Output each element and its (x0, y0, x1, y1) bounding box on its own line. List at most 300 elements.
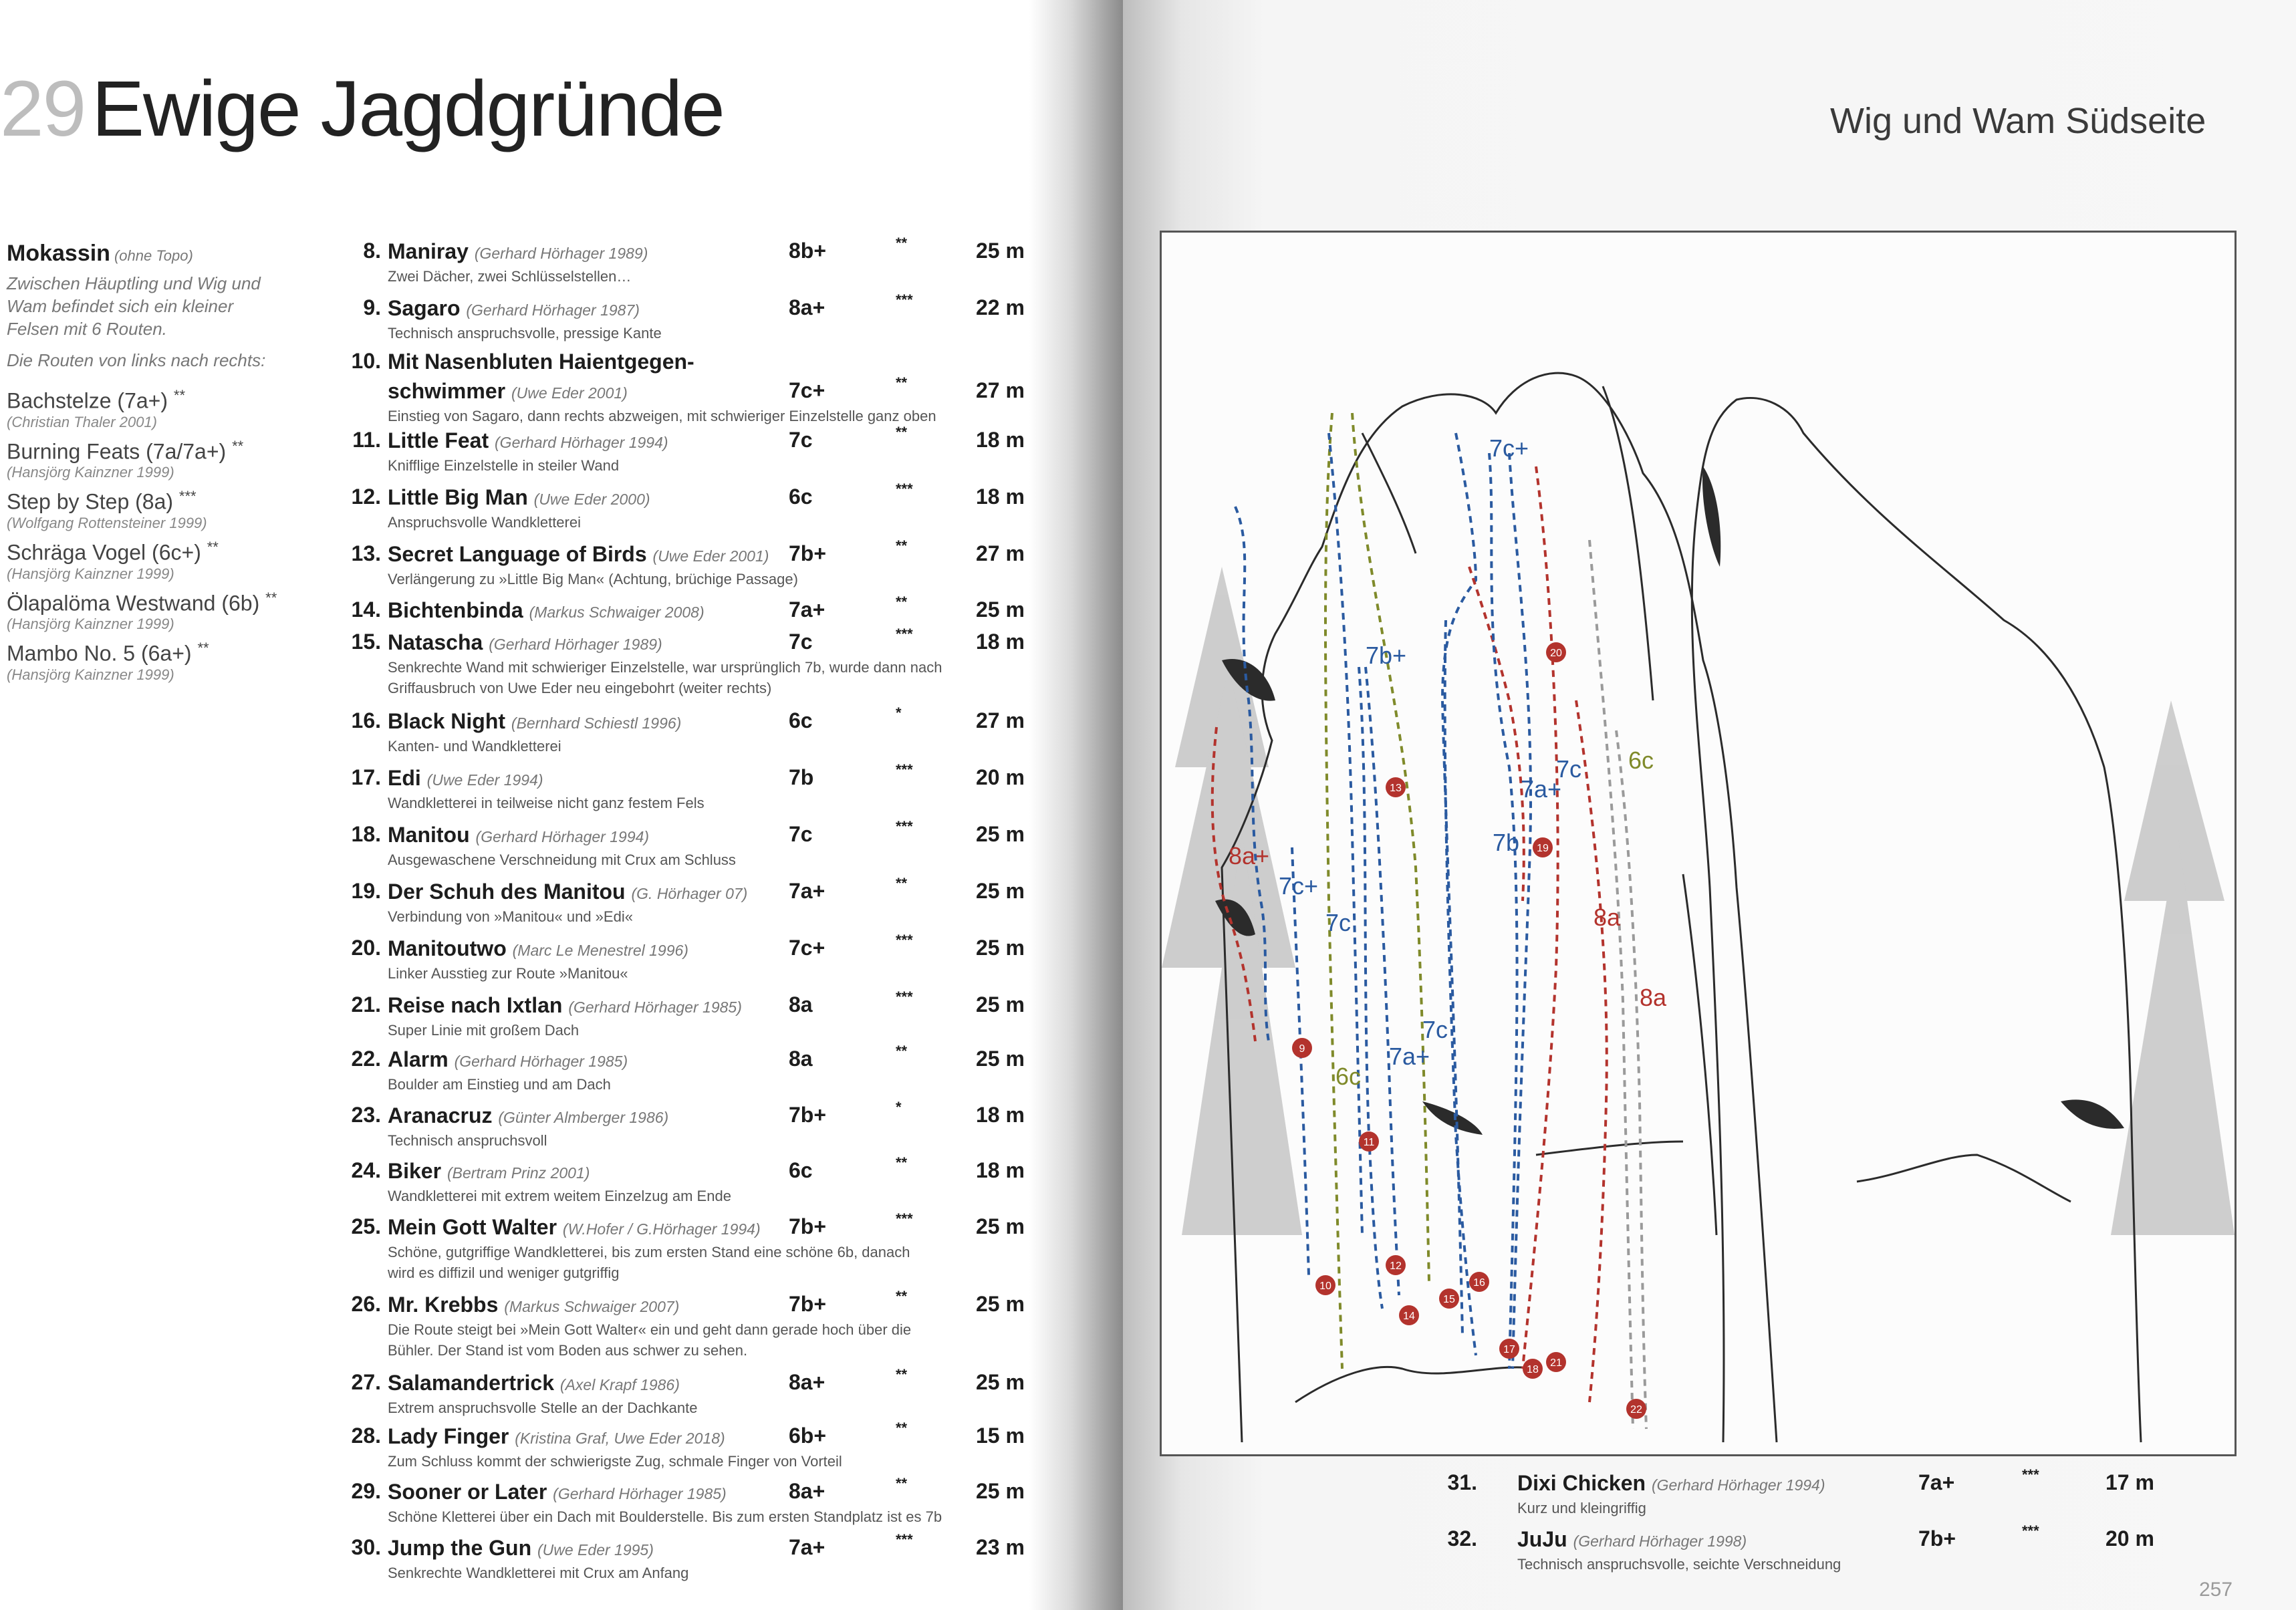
chapter-number: 29 (0, 65, 86, 153)
route-length: 25 m (976, 936, 1025, 960)
route-stars: *** (896, 818, 913, 835)
route-line-red-8a-right (1576, 700, 1607, 1402)
route-name-line1: Mit Nasenbluten Haientgegen- (388, 350, 694, 374)
route-number: 22. (351, 1047, 381, 1071)
route-description: Super Linie mit großem Dach (388, 1022, 580, 1039)
route-length: 18 m (976, 1103, 1025, 1127)
sidebar-route-author: (Wolfgang Rottensteiner 1999) (7, 514, 207, 531)
route-name-text: Bichtenbinda (388, 598, 523, 622)
route-marker (1626, 1399, 1646, 1419)
route-marker (1439, 1289, 1459, 1309)
route-markers (1292, 642, 1646, 1419)
route-stars: ** (896, 537, 908, 554)
route-marker (1546, 642, 1566, 662)
route-number: 31. (1447, 1470, 1477, 1494)
route-length: 17 m (2106, 1470, 2154, 1494)
route-author: (Kristina Graf, Uwe Eder 2018) (515, 1430, 725, 1447)
sidebar-route-author: (Christian Thaler 2001) (7, 413, 157, 430)
grade-label: 7c (1556, 755, 1582, 783)
route-number: 10. (351, 349, 381, 373)
route-grade: 7a+ (789, 1535, 825, 1559)
route-length: 27 m (976, 541, 1025, 565)
route-length: 25 m (976, 597, 1025, 622)
route-number: 32. (1447, 1526, 1477, 1551)
route-number: 23. (351, 1103, 381, 1127)
route-author: (Gerhard Hörhager 1987) (466, 301, 640, 319)
route-stars: ** (896, 593, 908, 610)
route-name (388, 597, 705, 625)
route-name (388, 1292, 679, 1319)
route-name (388, 1370, 680, 1397)
route-grade: 8a (789, 992, 813, 1017)
route-name-text: Mr. Krebbs (388, 1293, 499, 1317)
route-author: (Bernhard Schiestl 1996) (511, 714, 682, 732)
route-marker-number: 19 (1537, 843, 1549, 854)
route-name-text: Alarm (388, 1047, 449, 1071)
route-grade: 7b+ (789, 541, 827, 565)
route-length: 20 m (976, 765, 1025, 789)
route-grade: 6b+ (789, 1424, 827, 1448)
route-author: (Uwe Eder 2001) (511, 384, 628, 402)
route-author: (Markus Schwaiger 2008) (529, 603, 705, 621)
route-description: Extrem anspruchsvolle Stelle an der Dachkante (388, 1399, 698, 1416)
route-stars: ** (896, 374, 908, 391)
route-name (388, 1424, 725, 1451)
sidebar-route-name (7, 636, 287, 666)
route-stars: *** (896, 1210, 913, 1227)
route-name-text: Reise nach Ixtlan (388, 993, 563, 1017)
route-name (388, 541, 769, 569)
route-description: Ausgewaschene Verschneidung mit Crux am Schluss (388, 851, 736, 868)
sidebar-route-stars: ** (173, 387, 186, 404)
route-name-text: Manitou (388, 823, 470, 847)
route-number: 24. (351, 1158, 381, 1182)
route-marker (1386, 777, 1406, 797)
route-stars: ** (896, 875, 908, 892)
route-number: 21. (351, 992, 381, 1017)
chapter-heading (0, 63, 724, 154)
route-author: (Uwe Eder 1995) (537, 1541, 654, 1559)
route-number: 26. (351, 1292, 381, 1316)
route-description: Technisch anspruchsvolle, pressige Kante (388, 325, 662, 342)
route-name-text: Sagaro (388, 296, 461, 320)
sidebar-route-name (7, 585, 287, 616)
sidebar-route-name (7, 383, 287, 414)
route-description: wird es diffizil und weniger gutgriffig (388, 1264, 620, 1281)
route-line-grey-1 (1589, 540, 1633, 1429)
route-number: 28. (351, 1424, 381, 1448)
route-stars: ** (896, 424, 908, 440)
route-marker-number: 18 (1527, 1364, 1539, 1375)
route-line-blue-7a-plus (1359, 667, 1382, 1309)
grade-label: 7a+ (1389, 1043, 1430, 1070)
route-stars: ** (896, 1475, 908, 1492)
route-author: (Gerhard Hörhager 1989) (489, 636, 662, 653)
route-number: 25. (351, 1214, 381, 1238)
route-name (388, 708, 681, 736)
topo-svg (1162, 233, 2235, 1454)
route-description: Griffausbruch von Uwe Eder neu eingebohrt (weiter rechts) (388, 680, 772, 696)
route-line-blue-7a-plus-right (1489, 453, 1520, 1369)
route-marker-number: 11 (1363, 1137, 1375, 1148)
route-description: Anspruchsvolle Wandkletterei (388, 514, 581, 531)
route-grade: 7b (789, 765, 814, 789)
route-author: (Gerhard Hörhager 1994) (475, 828, 650, 845)
route-grade: 7a+ (789, 879, 825, 903)
route-line-blue-7c-mid (1363, 667, 1399, 1295)
grade-label: 6c (1335, 1063, 1362, 1090)
route-name-text: Der Schuh des Manitou (388, 880, 626, 904)
route-author: (Gerhard Hörhager 1998) (1573, 1532, 1747, 1550)
route-length: 23 m (976, 1535, 1025, 1559)
route-length: 22 m (976, 295, 1025, 319)
route-length: 18 m (976, 485, 1025, 509)
route-number: 15. (351, 630, 381, 654)
route-grade: 7a+ (789, 597, 825, 622)
route-marker (1386, 1255, 1406, 1275)
route-grade: 7a+ (1918, 1470, 1955, 1494)
sidebar-route-author: (Hansjörg Kainzner 1999) (7, 616, 174, 633)
route-number: 20. (351, 936, 381, 960)
route-name (388, 295, 640, 323)
route-name-text: Lady Finger (388, 1424, 509, 1448)
route-name (1517, 1526, 1747, 1554)
route-number: 12. (351, 485, 381, 509)
route-stars: ** (896, 1288, 908, 1305)
route-number: 11. (352, 428, 381, 452)
route-name (388, 1047, 628, 1074)
route-description: Bühler. Der Stand ist vom Boden aus schwer zu sehen. (388, 1342, 748, 1359)
grade-label: 7b (1493, 829, 1520, 856)
route-name (388, 485, 650, 512)
page-number: 257 (2199, 1579, 2233, 1601)
route-description: Zwei Dächer, zwei Schlüsselstellen… (388, 268, 632, 285)
route-grade: 8a+ (789, 295, 825, 319)
route-name (388, 428, 668, 455)
route-length: 15 m (976, 1424, 1025, 1448)
route-stars: ** (896, 1366, 908, 1383)
route-grade: 8a+ (789, 1370, 825, 1394)
route-grade: 8a+ (789, 1479, 825, 1503)
sidebar-route-stars: ** (207, 538, 219, 555)
sidebar-route-author: (Hansjörg Kainzner 1999) (7, 666, 174, 683)
route-number: 17. (351, 765, 381, 789)
route-marker (1399, 1305, 1419, 1325)
route-author: (Uwe Eder 1994) (426, 771, 543, 789)
route-length: 25 m (976, 1047, 1025, 1071)
route-marker (1499, 1339, 1519, 1359)
route-author: (Uwe Eder 2000) (533, 491, 650, 508)
route-number: 27. (351, 1370, 381, 1394)
route-name-text: Salamandertrick (388, 1371, 555, 1395)
route-grade: 6c (789, 708, 813, 732)
route-description: Technisch anspruchsvoll (388, 1132, 547, 1149)
route-length: 20 m (2106, 1526, 2154, 1551)
route-author: (Günter Almberger 1986) (498, 1109, 669, 1126)
grade-label: 7b+ (1366, 642, 1407, 669)
grade-label: 8a (1593, 904, 1621, 931)
section-subtitle: Wig und Wam Südseite (1830, 101, 2206, 141)
rock-outline (1222, 373, 2141, 1442)
grade-label: 7c (1325, 909, 1352, 936)
route-length: 27 m (976, 708, 1025, 732)
route-marker (1523, 1359, 1543, 1379)
route-name-text: Aranacruz (388, 1103, 493, 1127)
sidebar-route-list (7, 383, 287, 684)
route-number: 29. (351, 1479, 381, 1503)
sidebar-title (7, 241, 287, 267)
route-stars: *** (896, 291, 913, 308)
route-name-text: Edi (388, 766, 421, 790)
sidebar-route-name-text: Ölapalöma Westwand (6b) (7, 591, 260, 616)
route-number: 9. (363, 295, 381, 319)
route-number: 8. (363, 239, 381, 263)
grade-label: 7a+ (1521, 775, 1562, 803)
sidebar-route-stars: ** (265, 589, 277, 606)
route-marker-number: 9 (1299, 1043, 1305, 1055)
sidebar-description: Zwischen Häuptling und Wig und Wam befindet sich ein kleiner Felsen mit 6 Routen. (7, 273, 261, 339)
route-marker (1533, 837, 1553, 857)
route-description: Knifflige Einzelstelle in steiler Wand (388, 457, 620, 474)
route-stars: * (896, 1099, 902, 1115)
route-author: (Gerhard Hörhager 1985) (568, 998, 742, 1016)
route-description: Einstieg von Sagaro, dann rechts abzweigen, mit schwieriger Einzelstelle ganz oben (388, 408, 936, 424)
rock-shadows (1215, 466, 2124, 1135)
route-grade: 7b+ (789, 1292, 827, 1316)
topo-drawing (1160, 231, 2237, 1456)
sidebar-title-text: Mokassin (7, 241, 110, 266)
route-stars: *** (896, 626, 913, 642)
route-description: Verbindung von »Manitou« und »Edi« (388, 908, 633, 925)
route-number: 19. (351, 879, 381, 903)
route-description: Wandkletterei mit extrem weitem Einzelzug am Ende (388, 1188, 731, 1204)
route-author: (Gerhard Hörhager 1985) (454, 1053, 628, 1070)
sidebar-route-name (7, 484, 287, 515)
route-grade: 6c (789, 1158, 813, 1182)
sidebar-route-name-text: Step by Step (8a) (7, 489, 174, 514)
grade-label: 7c+ (1279, 872, 1319, 900)
route-name-text: Little Feat (388, 428, 489, 452)
route-name (1517, 1470, 1825, 1498)
route-name (388, 936, 688, 963)
route-stars: ** (896, 235, 908, 251)
route-marker (1292, 1038, 1312, 1058)
route-grade: 7c (789, 428, 813, 452)
grade-label: 8a (1640, 984, 1667, 1011)
route-stars: *** (896, 932, 913, 948)
route-marker-number: 13 (1390, 783, 1402, 794)
route-length: 25 m (976, 1370, 1025, 1394)
route-length: 18 m (976, 1158, 1025, 1182)
sidebar-route-stars: *** (178, 488, 197, 505)
route-name-text: Mein Gott Walter (388, 1215, 557, 1239)
route-number: 13. (351, 541, 381, 565)
grade-label: 6c (1628, 747, 1654, 774)
route-name (388, 378, 628, 406)
sidebar-route-item (7, 484, 287, 532)
route-marker-number: 10 (1319, 1281, 1331, 1292)
sidebar-route-author: (Hansjörg Kainzner 1999) (7, 565, 174, 582)
sidebar-route-author: (Hansjörg Kainzner 1999) (7, 464, 174, 481)
route-name-text: Natascha (388, 630, 483, 654)
route-marker-number: 21 (1550, 1357, 1562, 1369)
sidebar-mokassin (7, 241, 287, 686)
sidebar-route-stars: ** (232, 437, 244, 454)
route-name (388, 630, 662, 657)
grade-label: 7c (1422, 1016, 1448, 1043)
route-name (388, 1535, 654, 1563)
route-author: (Axel Krapf 1986) (559, 1376, 680, 1393)
route-name-text: Black Night (388, 709, 506, 733)
route-length: 25 m (976, 1479, 1025, 1503)
route-length: 18 m (976, 630, 1025, 654)
route-name-text: Maniray (388, 239, 469, 263)
route-name-text: Little Big Man (388, 485, 528, 509)
chapter-title: Ewige Jagdgründe (92, 65, 724, 153)
route-number: 30. (351, 1535, 381, 1559)
route-description: Zum Schluss kommt der schwierigste Zug, schmale Finger von Vorteil (388, 1453, 842, 1470)
route-stars: *** (896, 761, 913, 778)
sidebar-route-name-text: Burning Feats (7a/7a+) (7, 439, 227, 464)
sidebar-route-stars: ** (197, 640, 209, 657)
route-description: Technisch anspruchsvolle, seichte Verschneidung (1517, 1556, 1841, 1573)
route-marker-number: 22 (1630, 1404, 1642, 1416)
route-number: 16. (351, 708, 381, 732)
route-length: 25 m (976, 1292, 1025, 1316)
route-stars: *** (896, 481, 913, 497)
route-name (388, 879, 747, 906)
sidebar-route-item (7, 585, 287, 634)
route-description: Kurz und kleingriffig (1517, 1500, 1646, 1516)
route-author: (G. Hörhager 07) (631, 885, 748, 902)
route-line-blue-7c-right (1509, 453, 1531, 1369)
route-marker (1469, 1272, 1489, 1292)
route-grade: 7b+ (789, 1103, 827, 1127)
route-stars: *** (2022, 1522, 2039, 1539)
route-description: Senkrechte Wand mit schwieriger Einzelstelle, war ursprünglich 7b, wurde dann nach (388, 659, 942, 676)
route-grade: 8b+ (789, 239, 827, 263)
route-name-text: Manitoutwo (388, 936, 507, 960)
sidebar-intro: Die Routen von links nach rechts: (7, 350, 266, 370)
route-marker-number: 17 (1503, 1344, 1515, 1355)
route-name-text: Jump the Gun (388, 1536, 532, 1560)
sidebar-route-item (7, 535, 287, 583)
route-length: 25 m (976, 879, 1025, 903)
route-stars: ** (896, 1043, 908, 1059)
route-grade: 7c+ (789, 378, 825, 402)
route-description: Die Route steigt bei »Mein Gott Walter« ein und geht dann gerade hoch über die (388, 1321, 912, 1338)
route-author: (Gerhard Hörhager 1994) (1651, 1476, 1825, 1494)
sidebar-route-name-text: Mambo No. 5 (6a+) (7, 641, 192, 666)
sidebar-route-name (7, 535, 287, 565)
route-length: 27 m (976, 378, 1025, 402)
route-grade: 7b+ (1918, 1526, 1956, 1551)
book-gutter (1029, 0, 1123, 1610)
route-author: (Gerhard Hörhager 1994) (495, 434, 668, 451)
route-name-text: JuJu (1517, 1527, 1567, 1551)
route-marker-number: 12 (1390, 1260, 1402, 1272)
route-description: Kanten- und Wandkletterei (388, 738, 561, 755)
sidebar-route-name (7, 434, 287, 464)
route-name-text: Sooner or Later (388, 1480, 547, 1504)
route-description: Linker Ausstieg zur Route »Manitou« (388, 965, 628, 982)
route-stars: ** (896, 1420, 908, 1436)
trees-background (1162, 567, 2235, 1235)
grade-labels (1229, 434, 1667, 1090)
route-stars: *** (896, 1531, 913, 1548)
route-marker-number: 20 (1550, 648, 1562, 659)
route-description: Wandkletterei in teilweise nicht ganz festem Fels (388, 795, 705, 811)
route-author: (Markus Schwaiger 2007) (504, 1298, 680, 1315)
route-name-text: Dixi Chicken (1517, 1471, 1646, 1495)
route-number: 18. (351, 822, 381, 846)
route-grade: 7c+ (789, 936, 825, 960)
route-stars: * (896, 704, 902, 721)
sidebar-route-item (7, 434, 287, 482)
route-marker-number: 15 (1443, 1294, 1455, 1305)
route-length: 25 m (976, 992, 1025, 1017)
route-number: 14. (351, 597, 381, 622)
sidebar-route-name-text: Bachstelze (7a+) (7, 388, 168, 413)
route-marker (1359, 1131, 1379, 1152)
route-grade: 7c (789, 630, 813, 654)
route-description: Boulder am Einstieg und am Dach (388, 1076, 611, 1093)
route-name (388, 1214, 761, 1242)
route-description: Schöne, gutgriffige Wandkletterei, bis zum ersten Stand eine schöne 6b, danach (388, 1244, 910, 1260)
route-line-red-8a-mid (1523, 466, 1558, 1369)
route-grade: 8a (789, 1047, 813, 1071)
grade-label: 7c+ (1489, 434, 1529, 462)
route-length: 25 m (976, 239, 1025, 263)
route-marker-number: 14 (1403, 1311, 1415, 1322)
route-marker (1546, 1352, 1566, 1372)
route-name (388, 1158, 590, 1186)
route-description: Verlängerung zu »Little Big Man« (Achtung, brüchige Passage) (388, 571, 798, 587)
route-stars: ** (896, 1154, 908, 1171)
route-name-text: Secret Language of Birds (388, 542, 647, 566)
route-length: 25 m (976, 1214, 1025, 1238)
sidebar-title-note: (ohne Topo) (114, 247, 193, 264)
route-stars: *** (2022, 1466, 2039, 1483)
route-grade: 7c (789, 822, 813, 846)
route-grade: 7b+ (789, 1214, 827, 1238)
route-author: (Marc Le Menestrel 1996) (512, 942, 688, 959)
route-name (388, 239, 648, 266)
sidebar-route-item (7, 383, 287, 431)
sidebar-route-name-text: Schräga Vogel (6c+) (7, 540, 201, 565)
route-marker-number: 16 (1473, 1277, 1485, 1289)
route-marker (1315, 1275, 1335, 1295)
sidebar-route-item (7, 636, 287, 684)
route-name (388, 822, 649, 849)
route-name (388, 1479, 727, 1506)
route-stars: *** (896, 988, 913, 1005)
route-author: (W.Hofer / G.Hörhager 1994) (562, 1220, 761, 1238)
route-description: Senkrechte Wandkletterei mit Crux am Anfang (388, 1565, 689, 1581)
route-description: Schöne Kletterei über ein Dach mit Boulderstelle. Bis zum ersten Standplatz ist es 7b (388, 1508, 942, 1525)
route-name (388, 765, 543, 793)
route-name-text: Biker (388, 1159, 442, 1183)
route-name-text: schwimmer (388, 379, 506, 403)
route-author: (Gerhard Hörhager 1989) (474, 245, 648, 262)
route-length: 18 m (976, 428, 1025, 452)
route-name (388, 1103, 668, 1130)
grade-label: 8a+ (1229, 842, 1270, 869)
route-name (388, 992, 742, 1020)
route-author: (Gerhard Hörhager 1985) (553, 1485, 727, 1502)
route-length: 25 m (976, 822, 1025, 846)
route-author: (Uwe Eder 2001) (652, 547, 769, 565)
